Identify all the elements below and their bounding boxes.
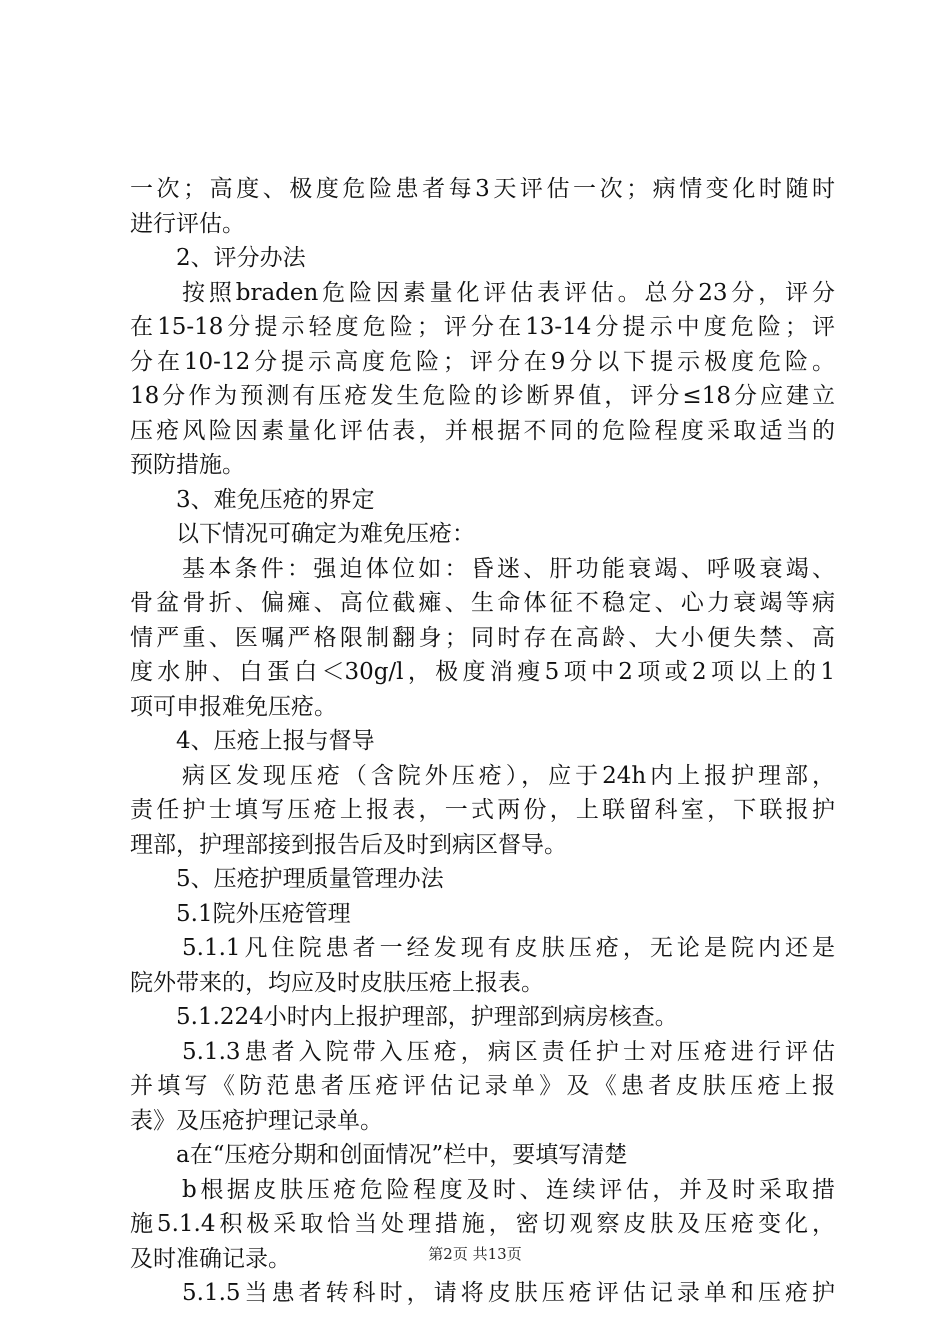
text-line: 院外带来的，均应及时皮肤压疮上报表。 (130, 969, 544, 996)
text-line: 责任护士填写压疮上报表，一式两份，上联留科室，下联报护 (130, 797, 835, 823)
text-line: 5.1.3患者入院带入压疮，病区责任护士对压疮进行评估 (182, 1038, 835, 1065)
text-line: 5.1.1凡住院患者一经发现有皮肤压疮，无论是院内还是 (182, 935, 835, 961)
section-heading-3: 3、难免压疮的界定 (176, 486, 375, 513)
text-line: 分在10-12分提示高度危险；评分在9分以下提示极度危险。 (130, 348, 835, 375)
text-line: 表》及压疮护理记录单。 (130, 1107, 383, 1134)
text-line: 在15-18分提示轻度危险；评分在13-14分提示中度危险；评 (130, 314, 835, 340)
text-line: 理部，护理部接到报告后及时到病区督导。 (130, 831, 567, 858)
text-line: 及时准确记录。 (130, 1245, 291, 1272)
text-line: 并填写《防范患者压疮评估记录单》及《患者皮肤压疮上报 (130, 1073, 835, 1099)
section-heading-2: 2、评分办法 (176, 245, 306, 271)
text-line: 项可申报难免压疮。 (130, 693, 337, 720)
text-line: 预防措施。 (130, 452, 245, 478)
text-line: 18分作为预测有压疮发生危险的诊断界值，评分≤18分应建立 (130, 383, 835, 409)
section-heading-5: 5、压疮护理质量管理办法 (176, 866, 444, 892)
page-footer: 第2页 共13页 (428, 1245, 522, 1263)
subsection-heading-5-1: 5.1院外压疮管理 (176, 900, 351, 927)
text-line: 基本条件：强迫体位如：昏迷、肝功能衰竭、呼吸衰竭、 (182, 555, 835, 582)
text-line: 度水肿、白蛋白＜30g/l，极度消瘦5项中2项或2项以上的1 (130, 659, 835, 685)
text-line: 骨盆骨折、偏瘫、高位截瘫、生命体征不稳定、心力衰竭等病 (130, 590, 835, 616)
document-body (130, 172, 835, 1311)
text-line: 情严重、医嘱严格限制翻身；同时存在高龄、大小便失禁、高 (130, 624, 835, 651)
text-line: 进行评估。 (130, 210, 245, 237)
text-line: 以下情况可确定为难免压疮： (176, 521, 475, 547)
text-line: 按照braden危险因素量化评估表评估。总分23分，评分 (182, 279, 835, 306)
text-line: b根据皮肤压疮危险程度及时、连续评估，并及时采取措 (182, 1176, 835, 1203)
text-line: 施5.1.4积极采取恰当处理措施，密切观察皮肤及压疮变化， (130, 1211, 835, 1237)
text-line: a在“压疮分期和创面情况”栏中，要填写清楚 (176, 1142, 628, 1168)
text-line: 一次；高度、极度危险患者每3天评估一次；病情变化时随时 (130, 176, 835, 202)
text-line: 病区发现压疮（含院外压疮），应于24h内上报护理部， (182, 762, 835, 789)
text-line: 5.1.5当患者转科时，请将皮肤压疮评估记录单和压疮护 (182, 1280, 835, 1306)
text-line: 压疮风险因素量化评估表，并根据不同的危险程度采取适当的 (130, 417, 835, 444)
section-heading-4: 4、压疮上报与督导 (176, 728, 375, 754)
text-line: 5.1.224小时内上报护理部，护理部到病房核查。 (176, 1004, 678, 1030)
